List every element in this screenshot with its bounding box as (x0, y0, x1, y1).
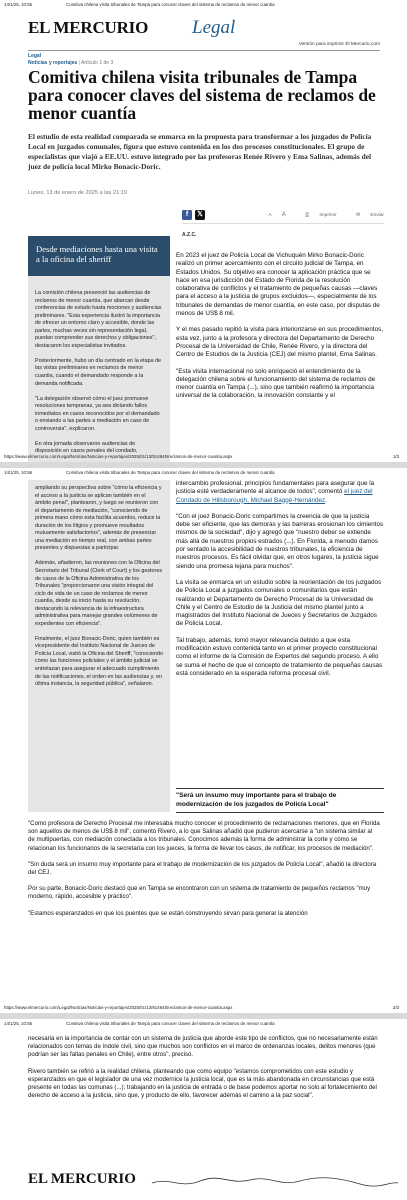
body-paragraph: "Esta visita internacional no solo enriqueció el entendimiento de la delegación chilena sobre el funcionamiento del sistema de reclamos de menor cuantía en Tampa (...), sino que también reafirmó la importancia universal de la colaboración, la innovación constante y el (176, 367, 376, 400)
sidebar-box-heading: Desde mediaciones hasta una visita a la oficina del sheriff (28, 236, 170, 276)
print-version-label: Versión para imprimir El Mercurio.com (298, 42, 380, 47)
print-title: Comitiva chilena visita tribunales de Tampa para conocer claves del sistema de reclamos de menor cuantía (66, 470, 275, 475)
send-button[interactable] (347, 213, 384, 218)
sidebar-box (28, 236, 170, 462)
body-paragraph: Por su parte, Bonacic-Doric destacó que en Tampa se encontraron con un sistema de tratamiento de pequeños reclamos "muy moderno, rápido, accesible y práctico". (28, 885, 371, 901)
article-body-full-width (28, 1035, 380, 1108)
breadcrumb-category[interactable]: Noticias y reportajes (28, 60, 78, 66)
font-decrease-button[interactable]: A (268, 213, 272, 218)
breadcrumb-section (28, 53, 41, 59)
print-page-2 (0, 468, 407, 1013)
share-bar (182, 208, 384, 222)
judge-profile-link[interactable]: el juez del Condado de Hillsborough, Michael Baggé-Hernández (176, 488, 373, 504)
x-twitter-icon[interactable]: 𝕏 (195, 210, 205, 220)
body-paragraph: Y el mes pasado repitió la visita para interiorizarse en sus procedimientos, esta vez, junto a la profesora y directora del Departamento de Derecho Procesal de la Universidad de Chile, Renée Rivero, y la directora del Centro de Estudios de la Justicia (CEJ) del mismo plantel, Ema Salinas. (176, 326, 384, 359)
print-header (4, 469, 403, 478)
print-page-3 (0, 1019, 407, 1200)
print-footer (4, 1004, 403, 1012)
text-tools (260, 212, 384, 218)
pull-quote-rule-top (176, 788, 384, 789)
print-label: Imprimir (319, 213, 337, 218)
print-date: 14/1/25, 10:56 (4, 2, 33, 7)
sidebar-paragraph: "La delegación observó cómo el juez promueve resoluciones tempranas, ya sea dictando fallos inmediatos en casos reconocidos por el demandado o enviando a las partes a mediación en caso de controversia", explicaron. (35, 395, 160, 432)
pull-quote-rule-bottom (176, 812, 384, 813)
article-counter: Artículo 1 de 3 (81, 60, 114, 66)
article-date: Lunes, 13 de enero de 2025 a las 21:19 (28, 190, 127, 196)
masthead-divider (28, 50, 380, 51)
body-paragraph: "Estamos esperanzados en que los puentes que se están construyendo sirvan para generar la atención (28, 909, 308, 917)
sidebar-paragraph: Posteriormente, hubo un día centrado en la etapa de las vistas preliminares en reclamos de menor cuantía, cuando el demandado responde a la demanda notificada. (35, 357, 162, 387)
masthead (28, 16, 380, 48)
sidebar-box-continued (28, 480, 170, 812)
signature-scribble (150, 1175, 400, 1189)
el-mercurio-logo[interactable]: EL MERCURIO (28, 18, 149, 37)
section-logo-legal[interactable]: Legal (192, 17, 236, 38)
body-paragraph: intercambio profesional, principios fundamentales para asegurar que la justicia esté verdaderamente al alcance de todos", comentó el juez del Condado de Hillsborough, Michael Baggé-Hernández. (176, 480, 375, 504)
pull-quote-text: "Será un insumo muy importante para el trabajo de modernización de los juzgados de Policía Local" (176, 792, 337, 808)
pull-quote (176, 792, 384, 817)
article-body-full-width (28, 820, 380, 926)
facebook-icon[interactable]: f (182, 210, 192, 220)
body-paragraph: La visita se enmarca en un estudio sobre la reorientación de los juzgados de Policía Local a juzgados comunales o comunitarios que están realizando el Departamento de Derecho Procesal de la Universidad de Chile y el Centro de Estudio de la Justicia del mismo plantel junto a magistrados del Instituto Nacional de Jueces y Secretarios de Juzgados de Policía Local. (176, 578, 382, 628)
breadcrumb: Noticias y reportajes | Artículo 1 de 3 (28, 60, 114, 66)
sidebar-box-body (28, 276, 170, 456)
print-page-1 (0, 0, 407, 462)
article-author: A.Z.C. (182, 232, 197, 238)
print-date: 14/1/25, 10:56 (4, 470, 33, 475)
article-lead: El estudio de esta realidad comparada se enmarca en la propuesta para transformar a los juzgados de Policía Local en juzgados comunales, figura que estuvo contenida en los dos procesos constitucionales. El grupo de especialistas que viajó a EE.UU. estuvo integrado por las profesoras Renée Rivero y Ema Salinas, además del juez de policía local Mirko Bonacic-Doric. (28, 132, 372, 171)
font-increase-button[interactable]: A (281, 212, 286, 218)
sidebar-paragraph: ampliando su perspectiva sobre "cómo la eficiencia y el acceso a la justicia se aplican también en el ámbito penal", plantearon, y luego se reunieron con el departamento de mediación, "conociendo de primera mano cómo esta facilita acuerdos, reduce la duración de los litigios y promueve resultados mutuamente satisfactorios", además de presenciar una mediación en tiempo real, con ambas partes presentes y dispuestas a participar. (35, 485, 162, 552)
mail-icon: ✉ (356, 213, 361, 218)
body-text: intercambio profesional, principios fundamentales para asegurar que la justicia esté verdaderamente al alcance de todos", comentó (176, 480, 375, 496)
page-number: 2/3 (392, 1005, 399, 1010)
sidebar-box-body (28, 480, 170, 689)
body-paragraph: En 2023 el juez de Policía Local de Vichuquén Mirko Bonacic-Doric realizó un primer acercamiento con el circuito judicial de Tampa, en Estados Unidos. Su objetivo era conocer la aplicación práctica que se hace en esa jurisdicción del Estado de Florida de la resolución colaborativa de conflictos y el tratamiento de pequeñas causas —claves para el acceso a la justicia de grupos excluidos—, especialmente de los tribunales de demandas de menor cuantía, en este caso, por disputas de menos de US$ 8 mil. (176, 252, 380, 318)
print-url: https://www.elmercurio.com/Legal/Noticias/Noticias-y-reportajes/2025/01/13/914645/reclamos-de-menor-cuantia.aspx (4, 1005, 233, 1010)
body-paragraph: "Con el juez Bonacic-Doric compartimos la creencia de que la justicia debe ser eficiente, que las demoras y las barreras erosionan los cimientos mismos de la sociedad", dijo y agregó que "nuestro deber se extiende más allá de nuestros propios estrados (...). En Florida, a menudo damos por sentado la accesibilidad de nuestros tribunales, la eficiencia de nuestros procesos. Es fácil olvidar que, en otros lugares, la justicia sigue siendo una promesa lejana para muchos". (176, 512, 384, 570)
print-url: https://www.elmercurio.com/Legal/Noticias/Noticias-y-reportajes/2025/01/13/914645/reclamos-de-menor-cuantia.aspx (4, 454, 233, 459)
sidebar-paragraph: Finalmente, el juez Bonacic-Doric, quien también es vicepresidente del Instituto Nacional de Jueces de Policía Local, visitó la Oficina del Sheriff, "conociendo cómo las funciones policiales y el ámbito judicial se entrelazan para asegurar el adecuado cumplimiento de las notificaciones, el orden en las audiencias y, en última instancia, la seguridad pública", señalaron. (35, 635, 163, 688)
print-title: Comitiva chilena visita tribunales de Tampa para conocer claves del sistema de reclamos de menor cuantía (66, 2, 275, 7)
share-divider (182, 223, 384, 224)
print-title: Comitiva chilena visita tribunales de Tampa para conocer claves del sistema de reclamos de menor cuantía (66, 1021, 275, 1026)
send-label: Enviar (370, 213, 384, 218)
body-paragraph: necesaria en la importancia de contar con un sistema de justicia que aborde este tipo de conflictos, que no necesariamente están relacionados con temas de índole civil, sino que muchos son conflictos en el marco de ordenanzas locales, delitos menores (que podrían ser las faltas penales en Chile), entre otros", precisó. (28, 1035, 378, 1059)
print-date: 14/1/25, 10:56 (4, 1021, 33, 1026)
print-button[interactable] (296, 213, 337, 218)
article-title: Comitiva chilena visita tribunales de Tampa para conocer claves del sistema de reclamos de menor cuantía (28, 67, 376, 123)
sidebar-paragraph: En otra jornada observaron audiencias de disposición en casos penales del condado, (35, 440, 138, 455)
printer-icon: ⎙ (305, 213, 309, 218)
body-paragraph: Tal trabajo, además, tomó mayor relevancia debido a que esta modificación estuvo contenida tanto en el primer proyecto constitucional como el informe de la Comisión de Expertos del segundo proceso. A ello se suma el hecho de que el concepto de tratamiento de pequeñas causas está considerado en la esperada reforma procesal civil. (176, 636, 383, 677)
sidebar-paragraph: Además, añadieron, las reuniones con la Oficina del Secretario del Tribunal (Clerk of Court) y los gestores de casos de la Oficina Administrativa de los Tribunales "proporcionaron una visión integral del ciclo de vida de un caso de reclamos de menor cuantía, desde su inicio hasta su resolución, destacando la relevancia de la infraestructura administrativa para manejar grandes volúmenes de expedientes con eficiencia". (35, 560, 163, 627)
print-header (4, 1, 403, 10)
article-body-column (176, 252, 384, 452)
sidebar-paragraph: La comisión chilena presenció las audiencias de reclamos de menor cuantía, que abarcan desde conferencias de estado hasta mociones y audiencias preliminares. "Esta experiencia ilustró la importancia de ofrecer un entorno claro y accesible, donde las partes, muchas veces sin representación legal, puedan comprender sus derechos y obligaciones", destacaron los especialistas invitados. (35, 290, 162, 349)
breadcrumb-section-label[interactable]: Legal (28, 53, 42, 59)
print-footer (4, 453, 403, 461)
article-body-column (176, 480, 384, 780)
body-paragraph: "Como profesora de Derecho Procesal me interesaba mucho conocer el procedimiento de reclamaciones menores, que en Florida son aquellos de menos de US$ 8 mil", comentó Rivero, a lo que Salinas añadió que pudieron acercarse a "un sistema similar al de multipuertas, con mediación conectada a los tribunales. Conocimos además la forma de administrar la corte y cómo se relacionan los funcionarios de la secretaría con los jueces, la forma de llevar los casos, de notificar, los procesos de mediación". (28, 820, 380, 852)
el-mercurio-footer-logo: EL MERCURIO (28, 1171, 136, 1187)
body-paragraph: "Sin duda será un insumo muy importante para el trabajo de modernización de los juzgados de Policía Local", añadió la directora del CEJ. (28, 860, 377, 877)
body-paragraph: Rivero también se refirió a la realidad chilena, planteando que como equipo "estamos comprometidos con este estudio y esperanzados en que el legislador de una vez modernice la justicia local, que es la más abandonada en circunstancias que está presente en todas las comunas (...); trabajando en la justicia de entrada o de base podemos aportar no solo al fortalecimiento del derecho de acceso a la justicia, sino que, y producto de ello, favorecer además el camino a la paz social". (28, 1067, 377, 1100)
print-header (4, 1020, 403, 1029)
page-number: 1/3 (392, 454, 399, 459)
